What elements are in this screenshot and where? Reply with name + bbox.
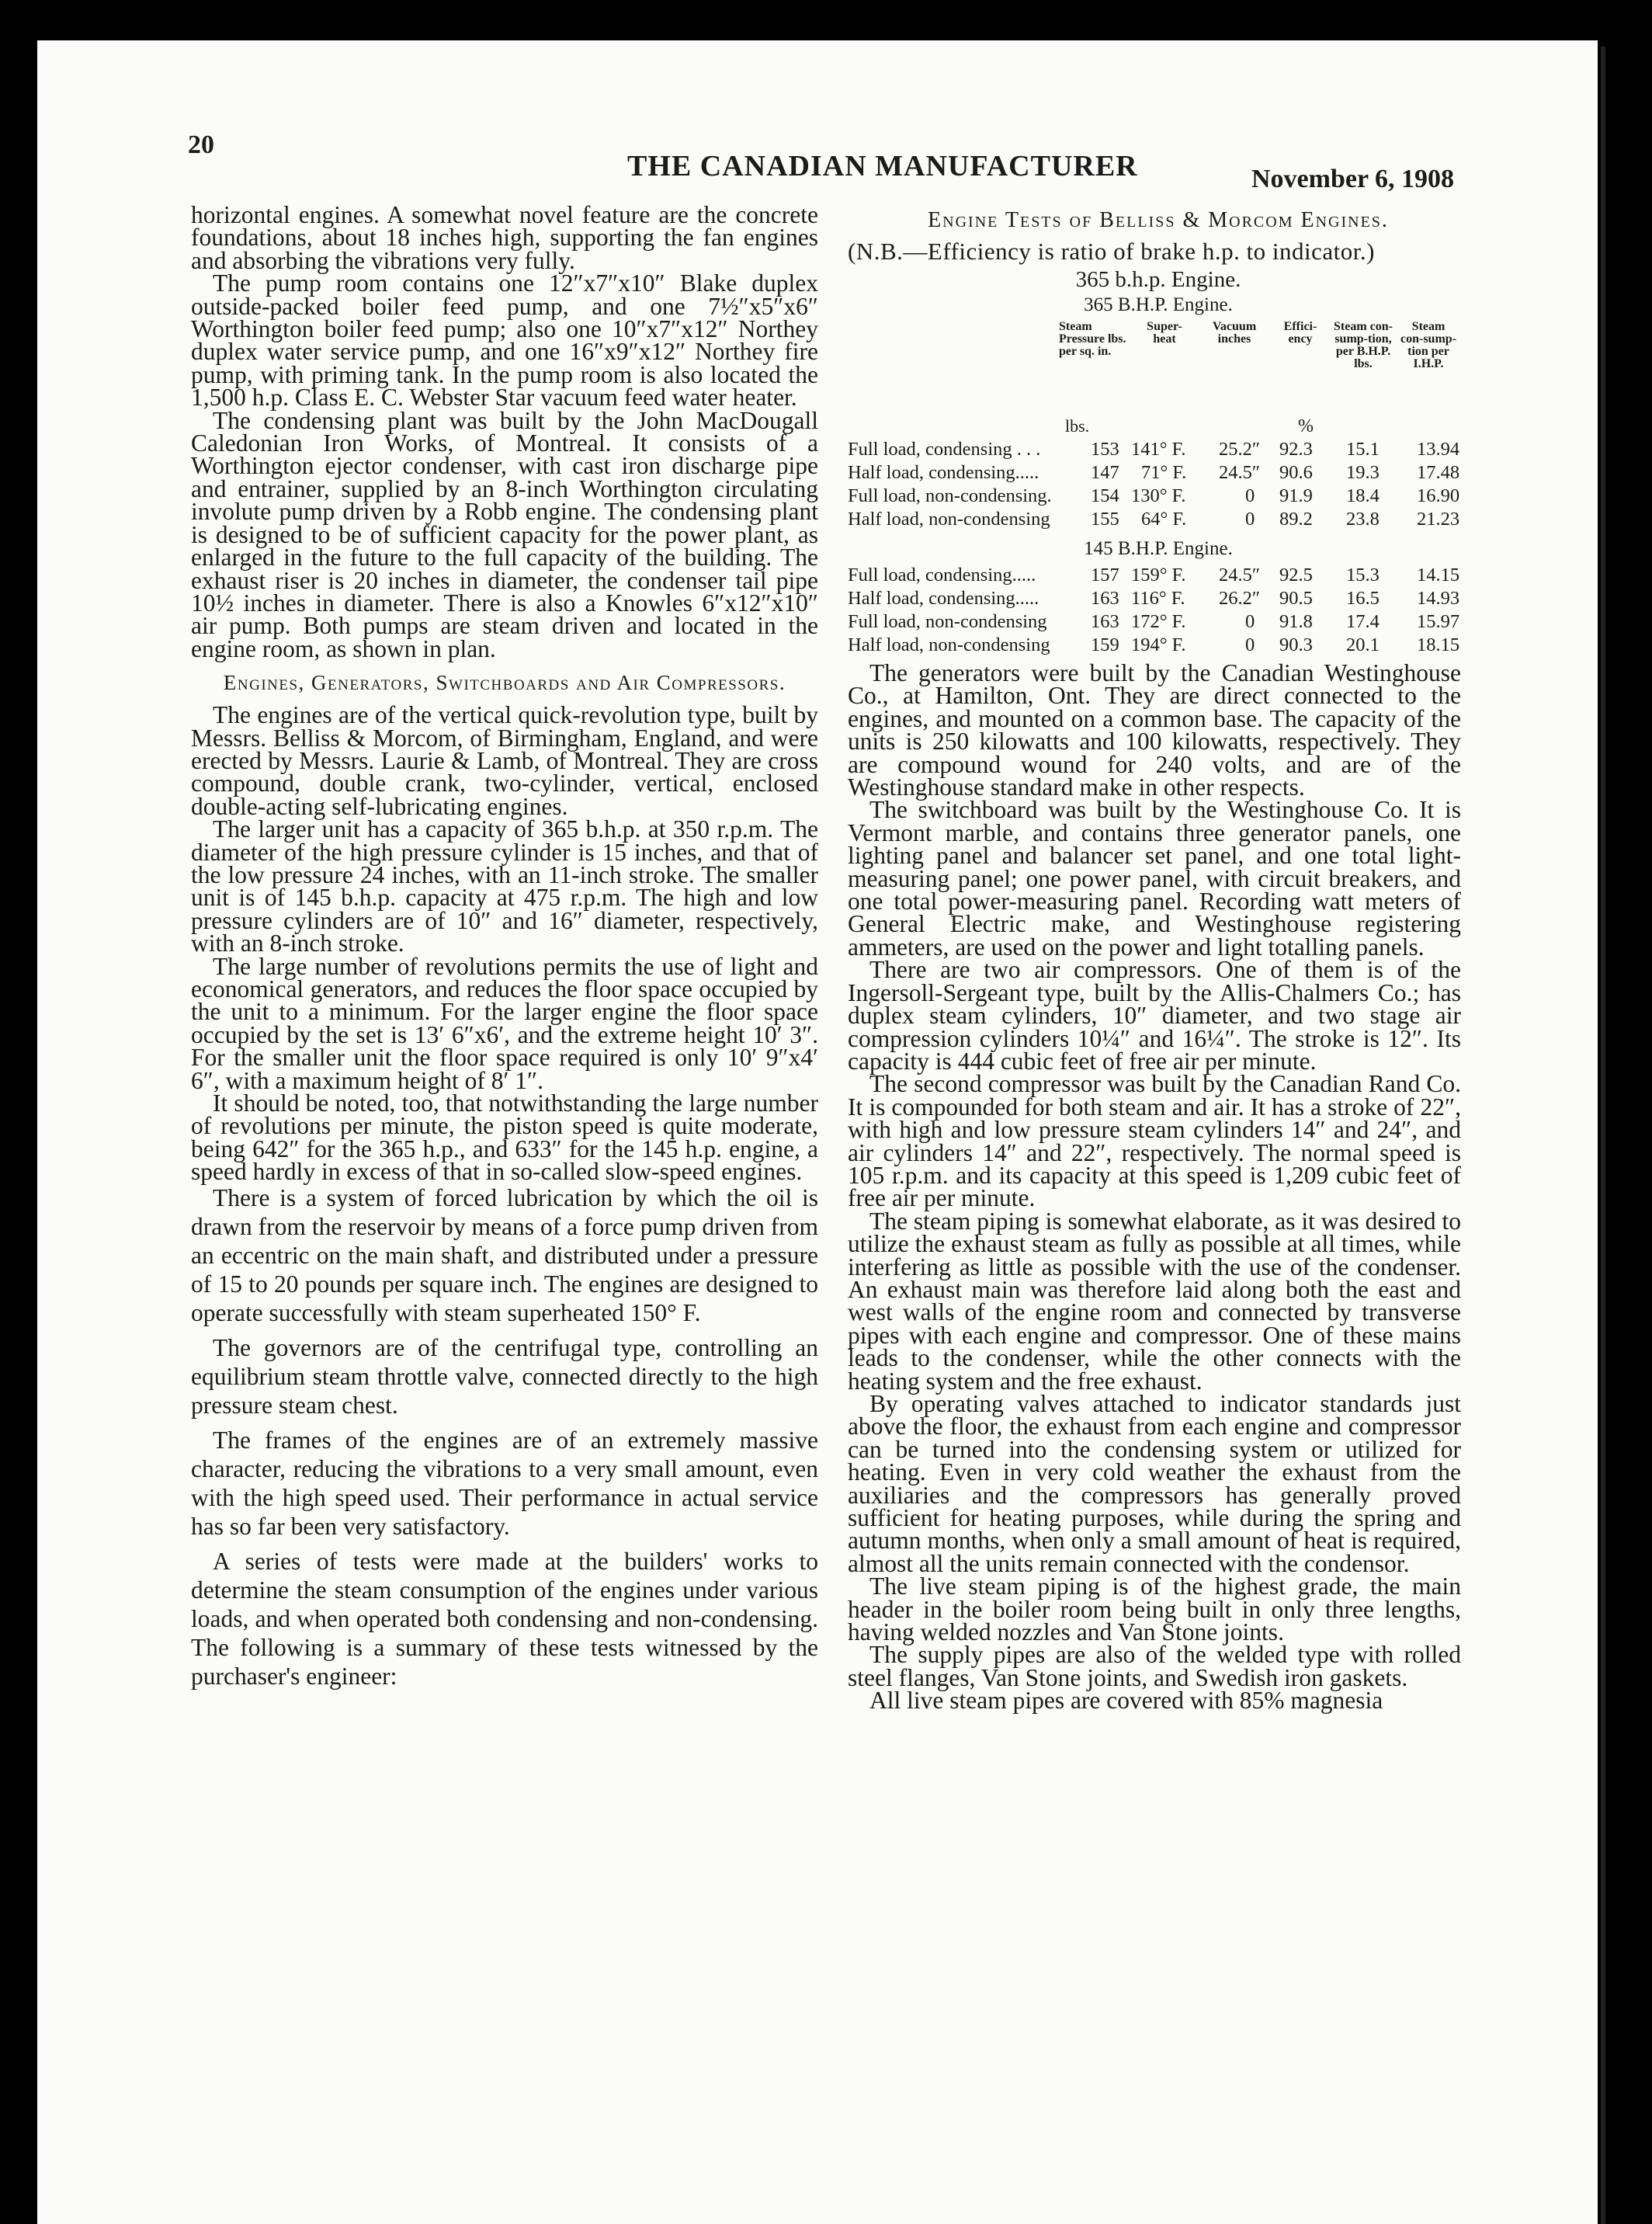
table-row: [848, 610, 1469, 633]
cell-efficiency: 92.3: [1279, 439, 1313, 460]
cell-bhp: 16.5: [1346, 588, 1380, 609]
paragraph: The pump room contains one 12″x7″x10″ Blake duplex outside-packed boiler feed pump, and one 7½″x5″x6″ Worthington boiler feed pump; also one 10″x7″x12″ Northey duplex water service pump, and one 16″x9″x12″ Northey fire pump, with priming tank. In the pump room is also located the 1,500 h.p. Class E. C. Webster Star vacuum feed water heater.: [191, 269, 818, 412]
cell-ihp: 18.15: [1417, 634, 1460, 655]
cell-ihp: 15.97: [1417, 611, 1460, 632]
cell-pressure: 163: [1091, 611, 1119, 632]
col-efficiency: Effici-ency: [1283, 320, 1317, 346]
cell-superheat: 130° F.: [1131, 485, 1186, 506]
section-heading: Engines, Generators, Switchboards and Air Compressors.: [223, 671, 786, 695]
cell-pressure: 159: [1091, 634, 1119, 655]
col-pressure: Steam Pressure lbs. per sq. in.: [1059, 320, 1126, 358]
issue-date: November 6, 1908: [1251, 165, 1454, 193]
cell-ihp: 14.93: [1417, 588, 1460, 609]
row-label: Full load, condensing . . .: [848, 439, 1041, 460]
cell-pressure: 154: [1091, 485, 1119, 506]
col-ihp: Steam con-sump-tion per I.H.P.: [1400, 320, 1457, 370]
row-label: Half load, non-condensing: [848, 509, 1050, 530]
cell-ihp: 17.48: [1417, 462, 1460, 483]
col-superheat: Super-heat: [1147, 320, 1182, 346]
cell-vacuum: 0: [1245, 611, 1255, 632]
cell-bhp: 17.4: [1346, 611, 1380, 632]
table-row: [848, 633, 1469, 656]
paragraph: The switchboard was built by the Westinghouse Co. It is Vermont marble, and contains three generator panels, one lighting panel and balancer set panel, and one total light-measuring panel; one power panel, with circuit breakers, and one total power-measuring panel. Recording watt meters of General Electric make, and Westinghouse registering ammeters, are used on the power and light totalling panels.: [848, 796, 1461, 961]
paragraph: The second compressor was built by the Canadian Rand Co. It is compounded for both steam and air. It has a stroke of 22″, with high and low pressure steam cylinders 14″ and 24″, and air cylinders 14″ and 22″, respectively. The normal speed is 105 r.p.m. and its capacity at this speed is 1,209 cubic feet of free air per minute.: [848, 1070, 1461, 1212]
cell-bhp: 15.1: [1346, 439, 1380, 460]
cell-vacuum: 0: [1245, 485, 1255, 506]
paragraph: There are two air compressors. One of them is of the Ingersoll-Sergeant type, built by the Allis-Chalmers Co.; has duplex steam cylinders, 10″ diameter, and two stage air compression cylinders 10¼″ and 16¼″. The stroke is 12″. Its capacity is 444 cubic feet of free air per minute.: [848, 956, 1461, 1075]
cell-superheat: 159° F.: [1131, 565, 1186, 586]
table-row: [848, 563, 1469, 586]
cell-bhp: 15.3: [1346, 565, 1380, 586]
paragraph: It should be noted, too, that notwithstanding the large number of revolutions per minute, the piston speed is quite moderate, being 642″ for the 365 h.p., and 633″ for the 145 h.p. engine, a speed hardly in excess of that in so-called slow-speed engines.: [191, 1089, 818, 1186]
paragraph: The larger unit has a capacity of 365 b.h.p. at 350 r.p.m. The diameter of the high pressure cylinder is 15 inches, and that of the low pressure 24 inches, with an 11-inch stroke. The smaller unit is of 145 b.h.p. capacity at 475 r.p.m. The high and low pressure cylinders are of 10″ and 16″ diameter, respectively, with an 8-inch stroke.: [191, 815, 818, 957]
table-title: Engine Tests of Belliss & Morcom Engines.: [928, 208, 1389, 232]
cell-vacuum: 26.2″: [1219, 588, 1261, 609]
cell-pressure: 163: [1091, 588, 1119, 609]
group-365: [848, 437, 1469, 530]
paragraph: The condensing plant was built by the John MacDougall Caledonian Iron Works, of Montreal. It consists of a Worthington ejector condenser, with cast iron discharge pipe and entrainer, supplied by an 8-inch Worthington circulating involute pump driven by a Robb engine. The condensing plant is designed to be of sufficient capacity for the power plant, as enlarged in the future to the full capacity of the building. The exhaust riser is 20 inches in diameter, the condenser tail pipe 10½ inches in diameter. There is also a Knowles 6″x12″x10″ air pump. Both pumps are steam driven and located in the engine room, as shown in plan.: [191, 406, 818, 662]
table-row: [848, 437, 1469, 460]
paragraph: The governors are of the centrifugal type, controlling an equilibrium steam throttle valve, connected directly to the high pressure steam chest.: [191, 1333, 818, 1419]
row-label: Half load, condensing.....: [848, 588, 1039, 609]
cell-pressure: 147: [1091, 462, 1119, 483]
left-column: [191, 203, 818, 1691]
table-subtitle: 145 B.H.P. Engine.: [1084, 538, 1233, 559]
paragraph: By operating valves attached to indicator standards just above the floor, the exhaust from each engine and compressor can be turned into the condensing system or utilized for heating. Even in very cold weather the exhaust from the auxiliaries and the compressors has generally proved sufficient for heating purposes, while during the spring and autumn months, when only a small amount of heat is required, almost all the units remain connected with the condensor.: [848, 1390, 1461, 1577]
paragraph: The live steam piping is of the highest grade, the main header in the boiler room being built in only three lengths, having welded nozzles and Van Stone joints.: [848, 1572, 1461, 1646]
paragraph: The engines are of the vertical quick-revolution type, built by Messrs. Belliss & Morcom, of Birmingham, England, and were erected by Messrs. Laurie & Lamb, of Montreal. They are cross compound, double crank, two-cylinder, vertical, enclosed double-acting self-lubricating engines.: [191, 701, 818, 820]
paragraph: A series of tests were made at the builders' works to determine the steam consumption of the engines under various loads, and when operated both condensing and non-condensing. The following is a summary of these tests witnessed by the purchaser's engineer:: [191, 1547, 818, 1690]
cell-vacuum: 0: [1245, 634, 1255, 655]
cell-vacuum: 25.2″: [1219, 439, 1261, 460]
row-label: Half load, non-condensing: [848, 634, 1050, 655]
cell-ihp: 21.23: [1417, 509, 1460, 530]
cell-efficiency: 89.2: [1279, 509, 1313, 530]
col-bhp: Steam con-sump-tion, per B.H.P. lbs.: [1334, 320, 1393, 370]
engine-tests-table: [848, 208, 1469, 656]
cell-bhp: 20.1: [1346, 634, 1380, 655]
table-note: (N.B.—Efficiency is ratio of brake h.p. to indicator.): [848, 238, 1375, 265]
row-label: Half load, condensing.....: [848, 462, 1039, 483]
cell-pressure: 155: [1091, 509, 1119, 530]
cell-ihp: 16.90: [1417, 485, 1460, 506]
paragraph: There is a system of forced lubrication by which the oil is drawn from the reservoir by means of a force pump driven from an eccentric on the main shaft, and distributed under a pressure of 15 to 20 pounds per square inch. The engines are designed to operate successfully with steam superheated 150° F.: [191, 1183, 818, 1326]
group-145: [848, 563, 1469, 656]
paragraph: The generators were built by the Canadian Westinghouse Co., at Hamilton, Ont. They are direct connected to the engines, and mounted on a common base. The capacity of the units is 250 kilowatts and 100 kilowatts, respectively. They are compound wound for 240 volts, and are of the Westinghouse standard make in other respects.: [848, 659, 1461, 801]
scan-edge-shadow: [1601, 47, 1605, 2224]
cell-superheat: 64° F.: [1141, 509, 1187, 530]
cell-efficiency: 90.5: [1279, 588, 1313, 609]
paragraph: The steam piping is somewhat elaborate, as it was desired to utilize the exhaust steam as fully as possible at all times, while interfering as little as possible with the use of the condenser. An exhaust main was therefore laid along both the east and west walls of the engine room and connected by transverse pipes with each engine and compressor. One of these mains leads to the condenser, while the other connects with the heating system and the free exhaust.: [848, 1207, 1461, 1395]
cell-efficiency: 92.5: [1279, 565, 1313, 586]
cell-bhp: 23.8: [1346, 509, 1380, 530]
cell-superheat: 172° F.: [1131, 611, 1186, 632]
cell-superheat: 141° F.: [1131, 439, 1186, 460]
cell-superheat: 194° F.: [1131, 634, 1186, 655]
col-vacuum: Vacuum inches: [1212, 320, 1257, 346]
cell-ihp: 14.15: [1417, 565, 1460, 586]
cell-superheat: 71° F.: [1141, 462, 1187, 483]
paragraph: The frames of the engines are of an extremely massive character, reducing the vibrations to a very small amount, even with the high speed used. Their performance in actual service has so far been very satisfactory.: [191, 1426, 818, 1540]
table-row: [848, 484, 1469, 507]
unit-lbs: lbs.: [1065, 416, 1090, 436]
cell-bhp: 19.3: [1346, 462, 1380, 483]
cell-bhp: 18.4: [1346, 485, 1380, 506]
running-title: THE CANADIAN MANUFACTURER: [627, 150, 1138, 182]
paragraph: horizontal engines. A somewhat novel feature are the concrete foundations, about 18 inches high, supporting the fan engines and absorbing the vibrations very fully.: [191, 201, 818, 274]
row-label: Full load, condensing.....: [848, 565, 1036, 586]
cell-vacuum: 0: [1245, 509, 1255, 530]
cell-efficiency: 90.6: [1279, 462, 1313, 483]
paragraph: The large number of revolutions permits the use of light and economical generators, and reduces the floor space occupied by the unit to a minimum. For the larger engine the floor space occupied by the set is 13′ 6″x6′, and the extreme height 10′ 3″. For the smaller unit the floor space required is only 10′ 9″x4′ 6″, with a maximum height of 8′ 1″.: [191, 952, 818, 1094]
table-row: [848, 507, 1469, 530]
cell-pressure: 157: [1091, 565, 1119, 586]
unit-percent: %: [1298, 416, 1314, 436]
row-label: Full load, non-condensing.: [848, 485, 1052, 506]
cell-efficiency: 91.9: [1279, 485, 1313, 506]
right-column: [848, 659, 1461, 1715]
cell-vacuum: 24.5″: [1219, 462, 1261, 483]
cell-vacuum: 24.5″: [1219, 565, 1261, 586]
page-number: 20: [188, 130, 214, 159]
column-headers: [848, 321, 1469, 437]
cell-ihp: 13.94: [1417, 439, 1460, 460]
paragraph: The supply pipes are also of the welded type with rolled steel flanges, Van Stone joints, and Swedish iron gaskets.: [848, 1641, 1461, 1691]
cell-superheat: 116° F.: [1131, 588, 1185, 609]
table-row: [848, 460, 1469, 484]
cell-pressure: 153: [1091, 439, 1119, 460]
row-label: Full load, non-condensing: [848, 611, 1047, 632]
cell-efficiency: 91.8: [1279, 611, 1313, 632]
table-row: [848, 586, 1469, 610]
cell-efficiency: 90.3: [1279, 634, 1313, 655]
paragraph: All live steam pipes are covered with 85% magnesia: [869, 1687, 1383, 1715]
table-caption: 365 B.H.P. Engine.: [1084, 294, 1233, 315]
table-caption: 365 b.h.p. Engine.: [1075, 267, 1241, 292]
